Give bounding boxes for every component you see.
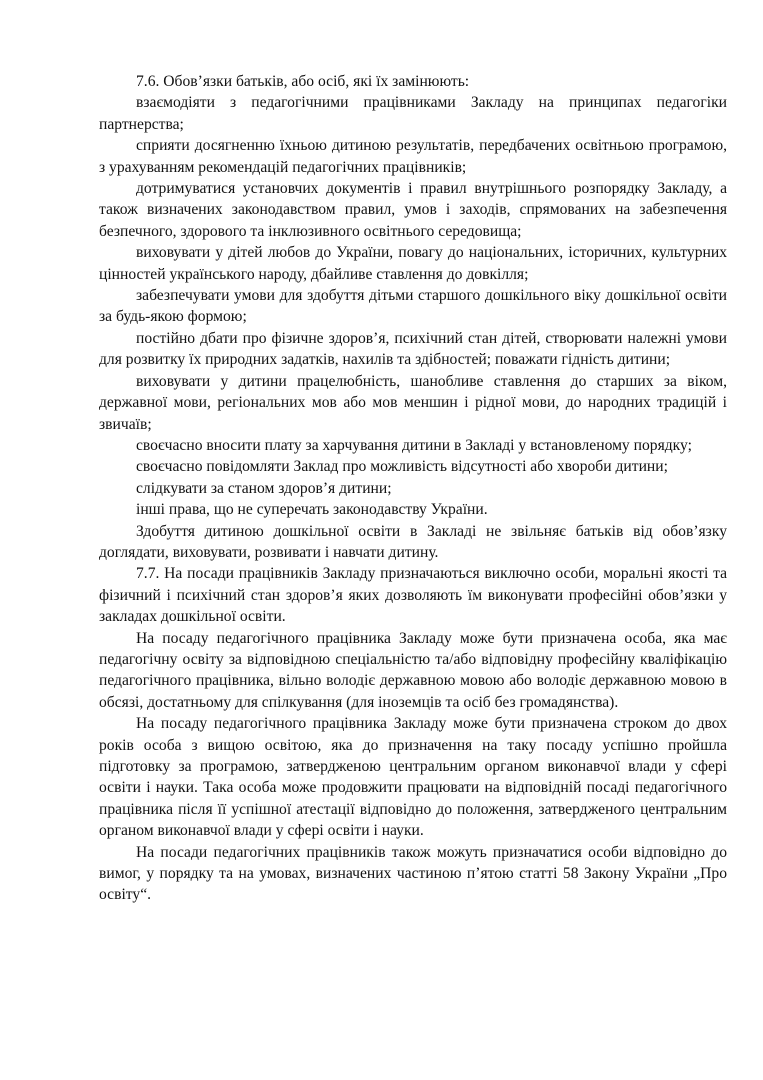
- paragraph-parent-duty-payment: своєчасно вносити плату за харчування дитини в Закладі у встановленому порядку;: [136, 436, 692, 454]
- paragraph-parent-duty-other: інші права, що не суперечать законодавству України.: [136, 501, 488, 519]
- paragraph-parent-duty-upbringing: виховувати у дітей любов до України, повагу до національних, історичних, культурних цінностей українського народу, дбайливе ставлення до довкілля;: [99, 244, 727, 283]
- paragraph-parent-duty-diligence: виховувати у дитини працелюбність, шанобливе ставлення до старших за віком, державної мови, регіональних мов або мов меншин і рідної мови, до народних традицій і звичаїв;: [99, 372, 727, 433]
- paragraph-teacher-appointment-law: На посади педагогічних працівників також можуть призначатися особи відповідно до вимог, у порядку та на умовах, визначених частиною п’ятою статті 58 Закону України „Про освіту“.: [99, 843, 727, 904]
- paragraph-parent-duty-notify-absence: своєчасно повідомляти Заклад про можливість відсутності або хвороби дитини;: [136, 458, 668, 476]
- paragraph-teacher-appointment: На посаду педагогічного працівника Закладу може бути призначена особа, яка має педагогічну освіту за відповідною спеціальністю та/або відповідну професійну кваліфікацію педагогічного працівника, вільно володіє державною мовою або володіє державною мовою в обсязі, достатньому для спілкування (для іноземців та осіб без громадянства).: [99, 629, 727, 711]
- paragraph-section-7-6-heading: 7.6. Обов’язки батьків, або осіб, які їх замінюють:: [136, 73, 470, 90]
- paragraph-parent-duty-preschool-conditions: забезпечувати умови для здобуття дітьми старшого дошкільного віку дошкільної освіти за будь-якою формою;: [99, 287, 727, 326]
- document-body: [99, 71, 727, 906]
- paragraph-parent-duty-cooperate: взаємодіяти з педагогічними працівниками Закладу на принципах педагогіки партнерства;: [99, 94, 727, 133]
- paragraph-parent-duty-health: постійно дбати про фізичне здоров’я, психічний стан дітей, створювати належні умови для розвитку їх природних задатків, нахилів та здібностей; поважати гідність дитини;: [99, 329, 727, 369]
- paragraph-section-7-7: 7.7. На посади працівників Закладу призначаються виключно особи, моральні якості та фізичний і психічний стан здоров’я яких дозволяють їм виконувати професійні обов’язки у закладах дошкільної освіти.: [99, 565, 727, 626]
- paragraph-parent-responsibility: Здобуття дитиною дошкільної освіти в Закладі не звільняє батьків від обов’язку доглядати, виховувати, розвивати і навчати дитину.: [99, 522, 727, 561]
- paragraph-parent-duty-follow-rules: дотримуватися установчих документів і правил внутрішнього розпорядку Закладу, а також визначених законодавством правил, умов і заходів, спрямованих на забезпечення безпечного, здорового та інклюзивного освітнього середовища;: [99, 180, 727, 240]
- paragraph-teacher-appointment-term: На посаду педагогічного працівника Закладу може бути призначена строком до двох років особа з вищою освітою, яка до призначення на таку посаду успішно пройшла підготовку за програмою, затвердженою центральним органом виконавчої влади у сфері освіти і науки. Така особа може продовжити працювати на відповідній посаді педагогічного працівника після її успішної атестації відповідно до положення, затвердженого центральним органом виконавчої влади у сфері освіти і науки.: [99, 715, 727, 840]
- paragraph-parent-duty-support-results: сприяти досягненню їхньою дитиною результатів, передбачених освітньою програмою, з урахуванням рекомендацій педагогічних працівників;: [99, 137, 727, 176]
- paragraph-parent-duty-monitor-health: слідкувати за станом здоров’я дитини;: [136, 479, 392, 497]
